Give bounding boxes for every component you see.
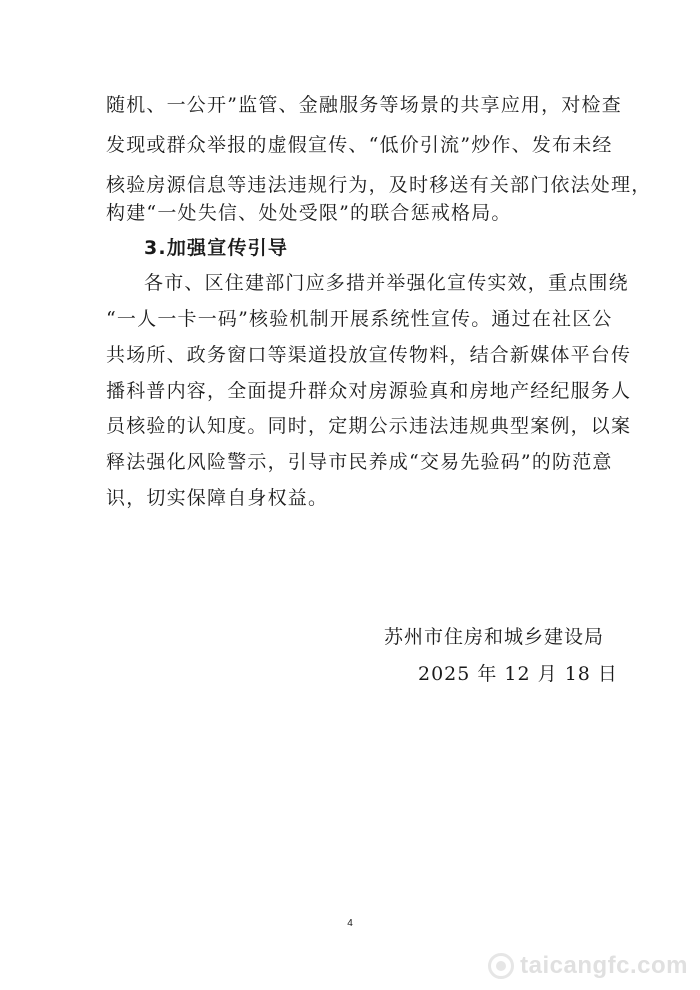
text-line: 播科普内容，全面提升群众对房源验真和房地产经纪服务人	[106, 380, 632, 402]
text-line: 核验房源信息等违法违规行为，及时移送有关部门依法处理，	[106, 174, 652, 196]
page-number: 4	[347, 918, 353, 929]
text-line: 各市、区住建部门应多措并举强化宣传实效，重点围绕	[144, 272, 629, 294]
text-line: “一人一卡一码”核验机制开展系统性宣传。通过在社区公	[106, 308, 613, 330]
text-line: 构建“一处失信、处处受限”的联合惩戒格局。	[106, 202, 512, 224]
text-line: 员核验的认知度。同时，定期公示违法违规典型案例，以案	[106, 415, 632, 437]
text-line: 共场所、政务窗口等渠道投放宣传物料，结合新媒体平台传	[106, 344, 632, 366]
text-line: 识，切实保障自身权益。	[106, 487, 329, 509]
watermark	[488, 952, 688, 980]
text-line: 发现或群众举报的虚假宣传、“低价引流”炒作、发布未经	[106, 134, 613, 156]
watermark-logo-icon	[488, 953, 514, 979]
watermark-text: taicangfc.com	[520, 952, 688, 979]
signature-date: 2025 年 12 月 18 日	[418, 663, 618, 685]
section-heading: 3.加强宣传引导	[144, 237, 289, 259]
signature-organization: 苏州市住房和城乡建设局	[384, 626, 605, 648]
text-line: 释法强化风险警示，引导市民养成“交易先验码”的防范意	[106, 451, 613, 473]
text-line: 随机、一公开”监管、金融服务等场景的共享应用，对检查	[106, 94, 622, 116]
